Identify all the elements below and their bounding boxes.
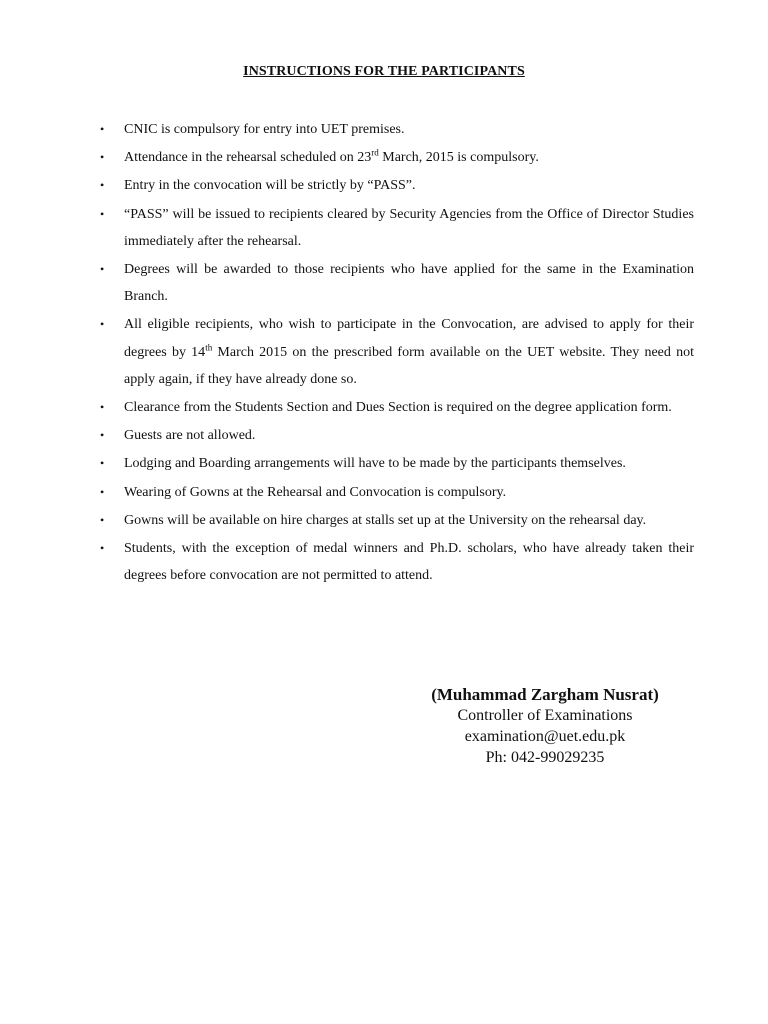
bullet: •	[100, 150, 105, 165]
bullet: •	[100, 122, 105, 136]
list-item	[100, 311, 694, 393]
list-item	[100, 450, 694, 477]
list-item	[100, 535, 694, 589]
item-text: “PASS” will be issued to recipients cleared by Security Agencies from the Office of Director Studies immediately after the rehearsal.	[124, 206, 694, 249]
ordinal-suffix: rd	[371, 147, 379, 158]
document-title: INSTRUCTIONS FOR THE PARTICIPANTS	[243, 64, 525, 79]
bullet: •	[100, 541, 105, 556]
ordinal-suffix: th	[205, 341, 213, 352]
item-text-pre: All eligible recipients, who wish to participate in the Convocation, are advised to apply for their degrees by 14	[124, 317, 694, 360]
list-item	[100, 422, 694, 449]
item-text: Gowns will be available on hire charges at stalls set up at the University on the rehearsal day.	[124, 512, 647, 528]
signatory-name: (Muhammad Zargham Nusrat)	[431, 685, 659, 704]
bullet: •	[100, 484, 105, 499]
item-text-post: March, 2015 is compulsory.	[378, 150, 539, 166]
item-text: Lodging and Boarding arrangements will have to be made by the participants themselves.	[124, 456, 626, 472]
list-item	[100, 172, 694, 199]
item-text: Entry in the convocation will be strictly by “PASS”.	[124, 178, 416, 194]
bullet: •	[100, 317, 105, 332]
signatory-designation: Controller of Examinations	[457, 707, 633, 724]
signatory-phone: Ph: 042-99029235	[485, 749, 605, 766]
instructions-list	[100, 116, 694, 590]
item-text-post: March 2015 on the prescribed form available on the UET website. They need not apply again, if they have already done so.	[124, 344, 694, 387]
bullet: •	[100, 456, 105, 471]
bullet: •	[100, 178, 105, 193]
list-item	[100, 507, 694, 534]
bullet: •	[100, 428, 105, 443]
list-item	[100, 479, 694, 506]
list-item	[100, 201, 694, 255]
bullet: •	[100, 206, 105, 221]
signatory-email: examination@uet.edu.pk	[464, 728, 626, 745]
item-text: CNIC is compulsory for entry into UET premises.	[124, 122, 405, 137]
bullet: •	[100, 262, 105, 277]
list-item	[100, 256, 694, 310]
bullet: •	[100, 400, 105, 415]
item-text: Wearing of Gowns at the Rehearsal and Convocation is compulsory.	[124, 484, 507, 500]
list-item	[100, 394, 694, 421]
item-text: Clearance from the Students Section and Dues Section is required on the degree application form.	[124, 400, 672, 416]
item-text-pre: Attendance in the rehearsal scheduled on 23	[124, 150, 372, 166]
item-text: Guests are not allowed.	[124, 428, 256, 444]
list-item	[100, 116, 694, 143]
bullet: •	[100, 512, 105, 527]
list-item	[100, 144, 694, 171]
signature-block	[395, 684, 695, 768]
item-text: Degrees will be awarded to those recipients who have applied for the same in the Examination Branch.	[124, 262, 694, 305]
item-text: Students, with the exception of medal winners and Ph.D. scholars, who have already taken their degrees before convocation are not permitted to attend.	[124, 541, 694, 584]
